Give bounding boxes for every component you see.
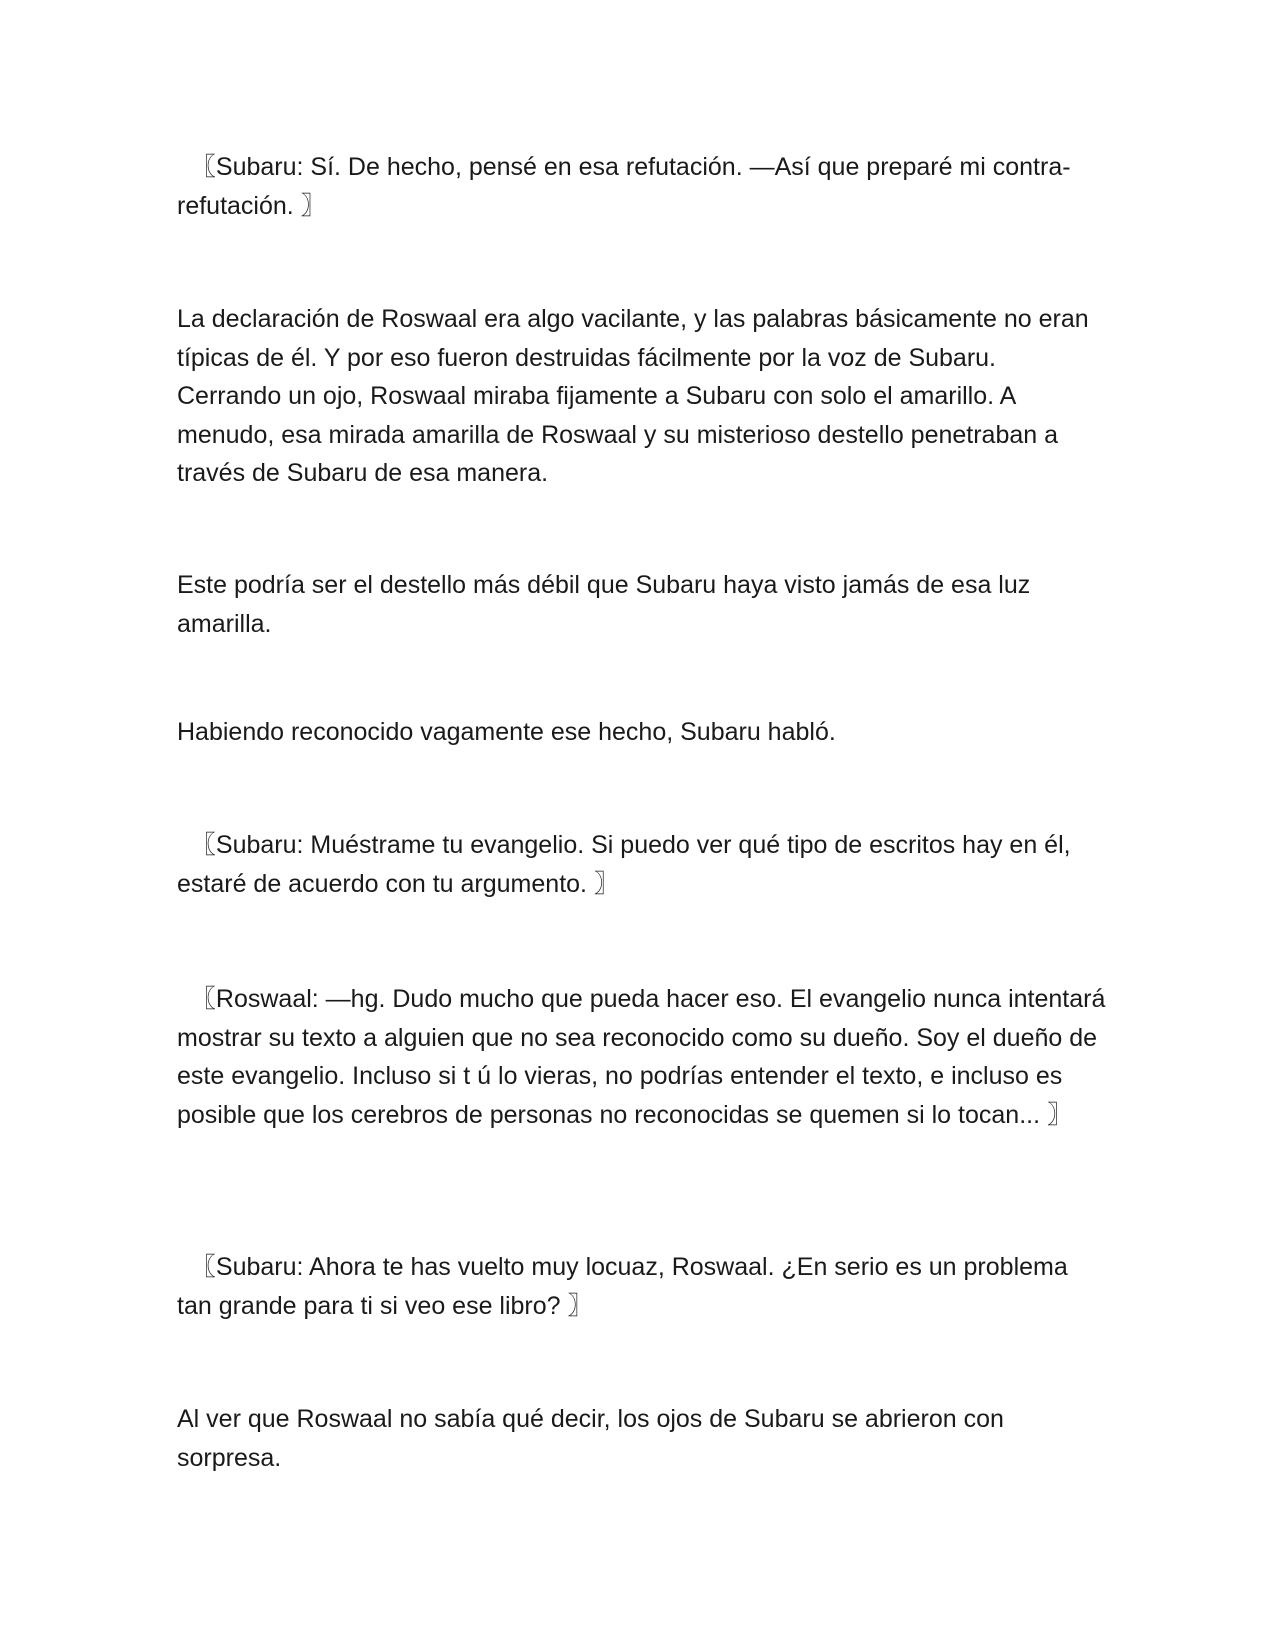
paragraph-subaru-surprise: Al ver que Roswaal no sabía qué decir, los ojos de Subaru se abrieron con sorpresa. <box>177 1405 1011 1472</box>
paragraph-subaru-spoke: Habiendo reconocido vagamente ese hecho, Subaru habló. <box>177 718 836 746</box>
paragraph-subaru-refutation: 〖Subaru: Sí. De hecho, pensé en esa refutación. —Así que preparé mi contra-refutación. 〗 <box>177 153 1071 220</box>
paragraph-roswaal-reply: 〖Roswaal: —hg. Dudo mucho que pueda hacer eso. El evangelio nunca intentará mostrar su texto a alguien que no sea reconocido como su dueño. Soy el dueño de este evangelio. Incluso si t ú lo vieras, no podrías entender el texto, e incluso es posible que los cerebros de personas no reconocidas se quemen si lo tocan... 〗 <box>177 985 1113 1129</box>
paragraph-subaru-talkative: 〖Subaru: Ahora te has vuelto muy locuaz, Roswaal. ¿En serio es un problema tan grande para ti si veo ese libro? 〗 <box>177 1253 1075 1320</box>
paragraph-weakest-glint: Este podría ser el destello más débil que Subaru haya visto jamás de esa luz amarilla. <box>177 571 1038 638</box>
paragraph-subaru-show-gospel: 〖Subaru: Muéstrame tu evangelio. Si puedo ver qué tipo de escritos hay en él, estaré de acuerdo con tu argumento. 〗 <box>177 831 1078 898</box>
paragraph-roswaal-declaration: La declaración de Roswaal era algo vacilante, y las palabras básicamente no eran típicas de él. Y por eso fueron destruidas fácilmente por la voz de Subaru. Cerrando un ojo, Roswaal miraba fijamente a Subaru con solo el amarillo. A menudo, esa mirada amarilla de Roswaal y su misterioso destello penetraban a través de Subaru de esa manera. <box>177 305 1096 487</box>
